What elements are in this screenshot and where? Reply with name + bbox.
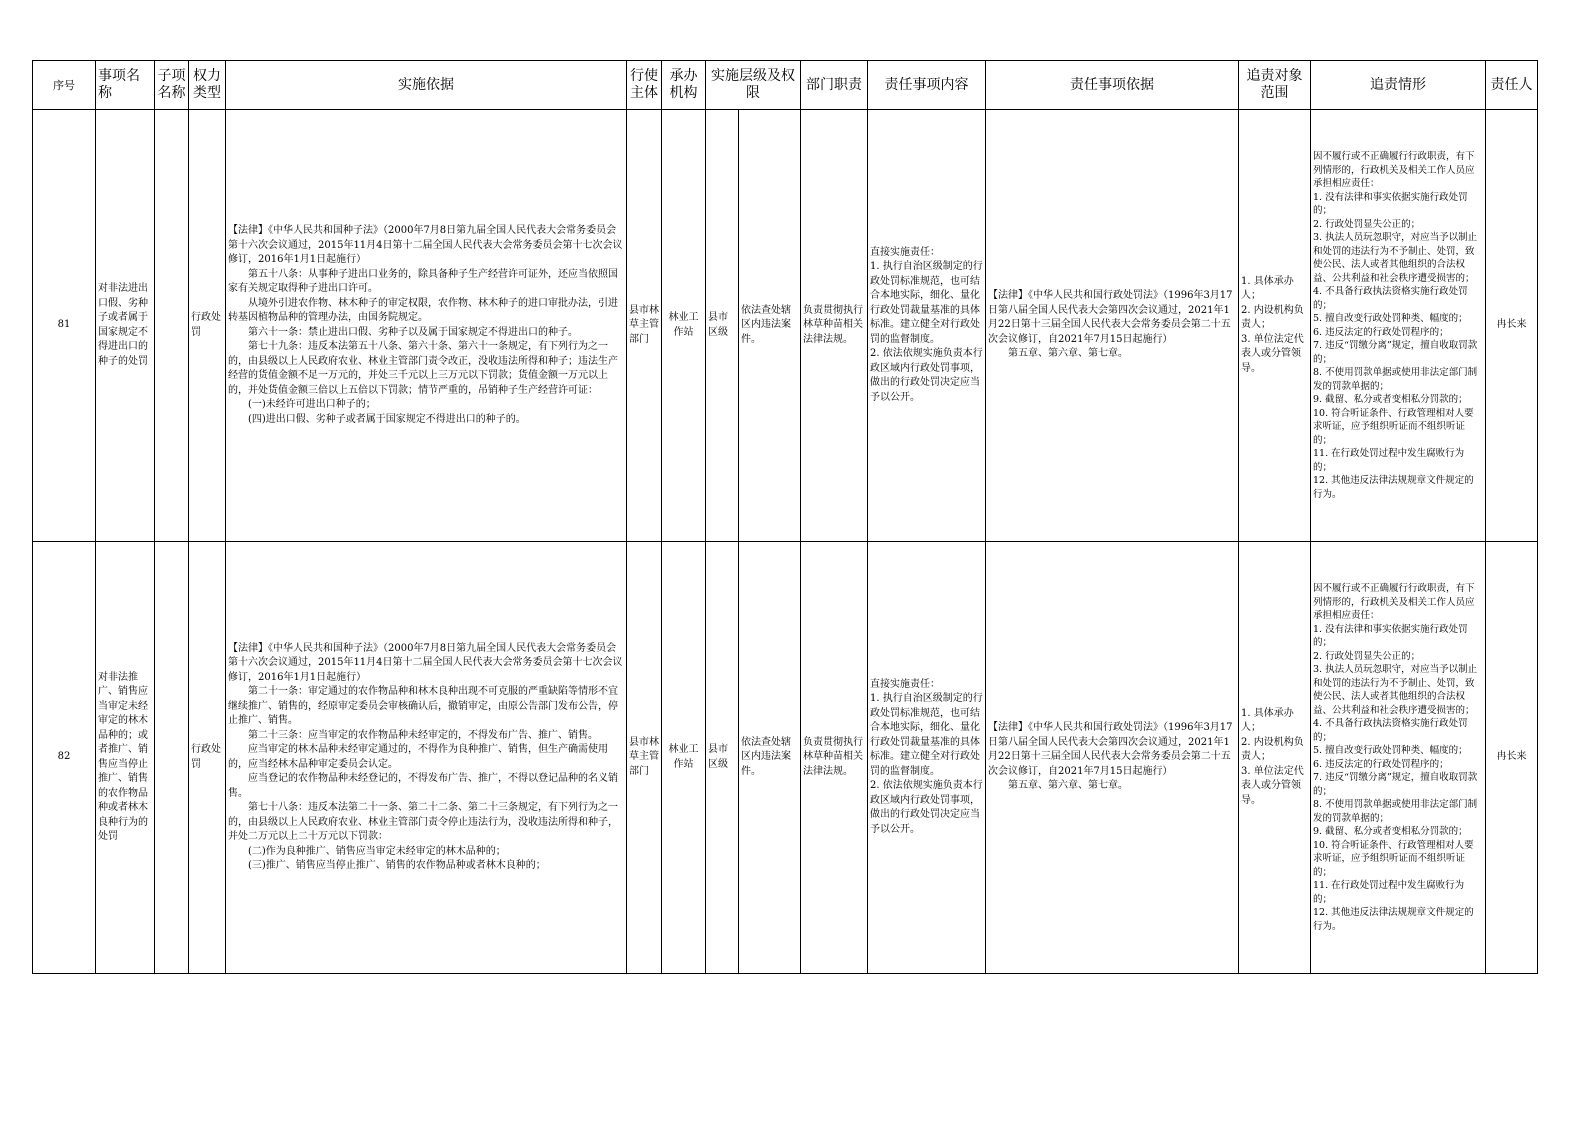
cell-sub-name — [155, 542, 189, 974]
table-row — [33, 542, 1538, 974]
situation-line: 因不履行或不正确履行行政职责，有下列情形的，行政机关及相关工作人员应承担相应责任： — [1313, 583, 1475, 621]
cell-basis — [226, 110, 627, 542]
header-resp-content: 责任事项内容 — [868, 61, 986, 110]
resp-basis-line: 【法律】《中华人民共和国行政处罚法》（1996年3月17日第八届全国人民代表大会第四次会议通过，2021年1月22日第十三届全国人民代表大会常务委员会第二十五次会议修订，自2021年7月15日起施行） — [988, 290, 1233, 345]
header-basis: 实施依据 — [226, 61, 627, 110]
situation-line: 8. 不使用罚款单据或使用非法定部门制发的罚款单据的； — [1313, 367, 1478, 392]
header-duty: 部门职责 — [801, 61, 868, 110]
header-sub-name: 子项名称 — [155, 61, 189, 110]
header-person: 责任人 — [1486, 61, 1538, 110]
cell-subject: 县市林草主管部门 — [627, 542, 662, 974]
resp-content-line: 直接实施责任： — [870, 678, 940, 690]
scope-line: 3. 单位法定代表人或分管领导。 — [1241, 333, 1304, 374]
situation-line: 2. 行政处罚显失公正的； — [1313, 650, 1421, 662]
cell-level-a: 县市区级 — [706, 542, 739, 974]
situation-line: 1. 没有法律和事实依据实施行政处罚的； — [1313, 623, 1468, 648]
header-situation: 追责情形 — [1311, 61, 1486, 110]
basis-line: 第七十八条：违反本法第二十一条、第二十二条、第二十三条规定，有下列行为之一的，由县级以上人民政府农业、林业主管部门责令停止违法行为，没收违法所得和种子，并处二万元以上二十万元以下罚款： — [228, 802, 618, 842]
situation-line: 9. 截留、私分或者变相私分罚款的； — [1313, 394, 1468, 405]
basis-line: 【法律】《中华人民共和国种子法》（2000年7月8日第九届全国人民代表大会常务委员会第十六次会议通过，2015年11月4日第十二届全国人民代表大会常务委员会第十七次会议修订，2016年1月1日起施行） — [228, 642, 623, 683]
situation-line: 5. 擅自改变行政处罚种类、幅度的； — [1313, 745, 1468, 756]
cell-level-b: 依法查处辖区内违法案件。 — [739, 110, 801, 542]
header-agency: 承办机构 — [662, 61, 706, 110]
header-row — [33, 61, 1538, 110]
basis-line: 第五十八条：从事种子进出口业务的，除具备种子生产经营许可证外，还应当依照国家有关规定取得种子进出口许可。 — [228, 268, 618, 294]
cell-power-type: 行政处罚 — [189, 110, 226, 542]
header-resp-basis: 责任事项依据 — [986, 61, 1239, 110]
basis-line: 【法律】《中华人民共和国种子法》（2000年7月8日第九届全国人民代表大会常务委员会第十六次会议通过，2015年11月4日第十二届全国人民代表大会常务委员会第十七次会议修订，2016年1月1日起施行） — [228, 225, 623, 265]
cell-resp-content — [868, 110, 986, 542]
cell-situation — [1311, 110, 1486, 542]
situation-line: 9. 截留、私分或者变相私分罚款的； — [1313, 826, 1468, 837]
cell-item-name: 对非法推广、销售应当审定未经审定的林木品种的；或者推广、销售应当停止推广、销售的农作物品种或者林木良种行为的处罚 — [96, 542, 155, 974]
cell-person: 冉长来 — [1486, 542, 1538, 974]
header-level: 实施层级及权限 — [706, 61, 801, 110]
situation-line: 5. 擅自改变行政处罚种类、幅度的； — [1313, 313, 1468, 324]
cell-situation — [1311, 542, 1486, 974]
basis-line: 第六十一条：禁止进出口假、劣种子以及属于国家规定不得进出口的种子。 — [248, 326, 578, 338]
scope-line: 2. 内设机构负责人； — [1241, 736, 1304, 763]
situation-line: 2. 行政处罚显失公正的； — [1313, 218, 1421, 230]
cell-subject: 县市林草主管部门 — [627, 110, 662, 542]
resp-content-line: 2. 依法依规实施负责本行政区域内行政处罚事项，做出的行政处罚决定应当予以公开。 — [870, 780, 983, 835]
situation-line: 8. 不使用罚款单据或使用非法定部门制发的罚款单据的； — [1313, 799, 1478, 824]
scope-line: 3. 单位法定代表人或分管领导。 — [1241, 765, 1304, 806]
scope-line: 1. 具体承办人； — [1241, 707, 1294, 734]
basis-line: (四)进出口假、劣种子或者属于国家规定不得进出口的种子的。 — [248, 413, 526, 425]
cell-level-a: 县市区级 — [706, 110, 739, 542]
scope-line: 2. 内设机构负责人； — [1241, 304, 1304, 331]
cell-basis — [226, 542, 627, 974]
cell-duty: 负责贯彻执行林草种苗相关法律法规。 — [801, 542, 868, 974]
cell-item-name: 对非法进出口假、劣种子或者属于国家规定不得进出口的种子的处罚 — [96, 110, 155, 542]
scope-line: 1. 具体承办人； — [1241, 275, 1294, 302]
resp-basis-line: 第五章、第六章、第七章。 — [1008, 348, 1128, 360]
resp-content-line: 1. 执行自治区级制定的行政处罚标准规范，也可结合本地实际，细化、量化行政处罚裁量基准的具体标准。建立健全对行政处罚的监督制度。 — [870, 261, 983, 345]
situation-line: 3. 执法人员玩忽职守，对应当予以制止和处罚的违法行为不予制止、处罚，致使公民、法人或者其他组织的合法权益、公共利益和社会秩序遭受损害的； — [1313, 664, 1478, 716]
situation-line: 7. 违反“罚缴分离”规定，擅自收取罚款的； — [1313, 340, 1478, 365]
situation-line: 10. 符合听证条件、行政管理相对人要求听证，应予组织听证而不组织听证的； — [1313, 407, 1474, 446]
header-power-type: 权力类型 — [189, 61, 226, 110]
cell-scope — [1239, 542, 1311, 974]
cell-seq: 82 — [33, 542, 96, 974]
responsibility-table — [32, 60, 1538, 974]
basis-line: 从境外引进农作物、林木种子的审定权限，农作物、林木种子的进口审批办法，引进转基因植物品种的管理办法，由国务院规定。 — [228, 297, 618, 323]
cell-agency: 林业工作站 — [662, 542, 706, 974]
cell-person: 冉长来 — [1486, 110, 1538, 542]
basis-line: (一)未经许可进出口种子的； — [248, 399, 376, 410]
header-subject: 行使主体 — [627, 61, 662, 110]
cell-agency: 林业工作站 — [662, 110, 706, 542]
cell-duty: 负责贯彻执行林草种苗相关法律法规。 — [801, 110, 868, 542]
situation-line: 7. 违反“罚缴分离”规定，擅自收取罚款的； — [1313, 772, 1478, 797]
header-seq: 序号 — [33, 61, 96, 110]
header-scope: 追责对象范围 — [1239, 61, 1311, 110]
basis-line: 第二十三条：应当审定的农作物品种未经审定的，不得发布广告、推广、销售。 — [248, 729, 598, 741]
situation-line: 3. 执法人员玩忽职守，对应当予以制止和处罚的违法行为不予制止、处罚，致使公民、法人或者其他组织的合法权益、公共利益和社会秩序遭受损害的； — [1313, 232, 1478, 284]
basis-line: 第二十一条：审定通过的农作物品种和林木良种出现不可克服的严重缺陷等情形不宜继续推广、销售的，经原审定委员会审核确认后，撤销审定，由原公告部门发布公告，停止推广、销售。 — [228, 686, 618, 726]
resp-content-line: 1. 执行自治区级制定的行政处罚标准规范，也可结合本地实际，细化、量化行政处罚裁量基准的具体标准。建立健全对行政处罚的监督制度。 — [870, 693, 983, 777]
cell-resp-basis — [986, 542, 1239, 974]
situation-line: 4. 不具备行政执法资格实施行政处罚的； — [1313, 286, 1468, 311]
situation-line: 6. 违反法定的行政处罚程序的； — [1313, 326, 1449, 338]
basis-line: 应当审定的林木品种未经审定通过的，不得作为良种推广、销售，但生产确需使用的，应当经林木品种审定委员会认定。 — [228, 744, 608, 770]
table-row — [33, 110, 1538, 542]
cell-resp-basis — [986, 110, 1239, 542]
resp-basis-line: 第五章、第六章、第七章。 — [1008, 780, 1128, 792]
basis-line: (二)作为良种推广、销售应当审定未经审定的林木品种的； — [248, 845, 506, 857]
situation-line: 12. 其他违反法律法规规章文件规定的行为。 — [1313, 907, 1474, 932]
basis-line: (三)推广、销售应当停止推广、销售的农作物品种或者林木良种的； — [248, 860, 546, 871]
situation-line: 1. 没有法律和事实依据实施行政处罚的； — [1313, 191, 1468, 216]
cell-sub-name — [155, 110, 189, 542]
situation-line: 11. 在行政处罚过程中发生腐败行为的； — [1313, 880, 1465, 905]
situation-line: 因不履行或不正确履行行政职责，有下列情形的，行政机关及相关工作人员应承担相应责任： — [1313, 151, 1475, 189]
basis-line: 第七十九条：违反本法第五十八条、第六十条、第六十一条规定，有下列行为之一的，由县级以上人民政府农业、林业主管部门责令改正，没收违法所得和种子；违法生产经营的货值金额不足一万元的，并处三千元以上三万元以下罚款；货值金额一万元以上的，并处货值金额三倍以上五倍以下罚款；情节严重的，吊销种子生产经营许可证： — [228, 341, 618, 396]
cell-power-type: 行政处罚 — [189, 542, 226, 974]
situation-line: 12. 其他违反法律法规规章文件规定的行为。 — [1313, 475, 1474, 500]
resp-basis-line: 【法律】《中华人民共和国行政处罚法》（1996年3月17日第八届全国人民代表大会第四次会议通过，2021年1月22日第十三届全国人民代表大会常务委员会第二十五次会议修订，自2021年7月15日起施行） — [988, 722, 1233, 777]
header-item-name: 事项名称 — [96, 61, 155, 110]
resp-content-line: 2. 依法依规实施负责本行政区域内行政处罚事项，做出的行政处罚决定应当予以公开。 — [870, 348, 983, 403]
cell-resp-content — [868, 542, 986, 974]
basis-line: 应当登记的农作物品种未经登记的，不得发布广告、推广，不得以登记品种的名义销售。 — [228, 773, 618, 799]
situation-line: 4. 不具备行政执法资格实施行政处罚的； — [1313, 718, 1468, 743]
cell-scope — [1239, 110, 1311, 542]
situation-line: 10. 符合听证条件、行政管理相对人要求听证，应予组织听证而不组织听证的； — [1313, 839, 1474, 878]
cell-level-b: 依法查处辖区内违法案件。 — [739, 542, 801, 974]
situation-line: 6. 违反法定的行政处罚程序的； — [1313, 758, 1449, 770]
cell-seq: 81 — [33, 110, 96, 542]
situation-line: 11. 在行政处罚过程中发生腐败行为的； — [1313, 448, 1465, 473]
resp-content-line: 直接实施责任： — [870, 246, 940, 258]
